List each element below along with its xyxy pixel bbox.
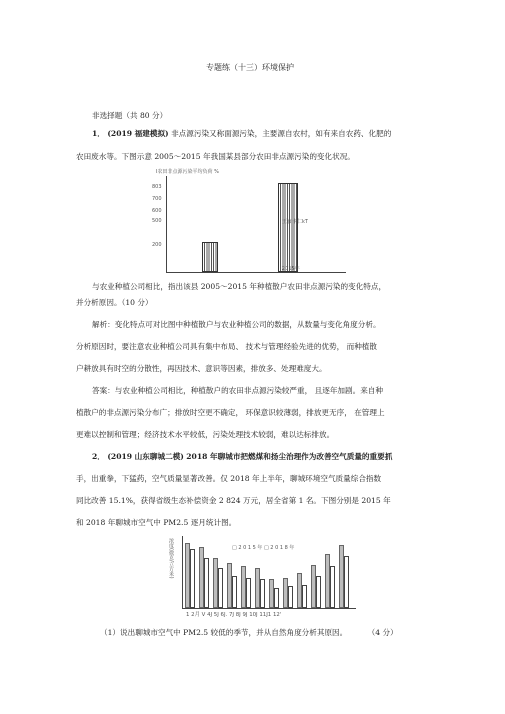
- q2-stem-line2: 手，出重拳，下猛药，空气质量显著改善。仅 2018 年上半年，聊城环境空气质量综合指数: [76, 474, 382, 483]
- q2-figure: [168, 534, 358, 618]
- q2-bar-2018-7: [274, 588, 279, 608]
- q1-source: (2019 福建模拟): [107, 129, 169, 138]
- q1-plot-area: [166, 176, 346, 272]
- section-heading: 非选择题（共 80 分）: [92, 111, 168, 120]
- q1-ytick-0: 803: [152, 184, 162, 190]
- q2-bar-2018-9: [302, 585, 307, 608]
- q1-analysis-line2: 分析原因时，要注意农业种植公司具有集中布局、 技术与管理经验先进的优势， 而种植散: [76, 342, 377, 351]
- q1-prompt-line1: 与农业种植公司相比，指出该县 2005～2015 年种植散户农田非点源污染的变化特点，: [92, 282, 387, 291]
- q1-answer-line1: 答案：与农业种植公司相比，种植散户的农田非点源污染较严重， 且逐年加剧。来自种: [92, 386, 383, 395]
- q2-x-axis: [182, 608, 356, 609]
- q2-legend: □ 2 0 1 5 年 □ 2 0 1 8 年: [232, 545, 295, 551]
- q1-x-axis: [166, 272, 346, 273]
- q1-figure: [148, 168, 348, 274]
- q1-answer-line3: 更难以控制和管理；经济技术水平较低，污染处理技术较弱，难以达标排放。: [76, 430, 335, 439]
- q1-figure-legend-title: I农田非点源污染平均负荷 %: [156, 169, 219, 175]
- q1-ytick-4: 200: [152, 242, 162, 248]
- q2-source: (2019 山东聊城二模): [107, 452, 184, 461]
- q2-sub1-text: （1）说出聊城市空气中 PM2.5 较低的季节，并从自然角度分析其原因。: [100, 628, 348, 637]
- q2-bar-2018-3: [218, 568, 223, 608]
- q2-bar-2018-10: [316, 576, 321, 608]
- q2-y-label: 浓度(微克/立方米): [168, 538, 174, 579]
- q2-bar-2018-4: [232, 576, 237, 608]
- q1-stem-line2: 农田废水等。下图示意 2005～2015 年我国某县部分农田非点源污染的变化状况。: [76, 152, 355, 161]
- q1-analysis-line1: 解析：变化特点可对比图中种植散户与农业种植公司的数据，从数量与变化角度分析。: [92, 320, 381, 329]
- page-title: 专题练（十三）环境保护: [206, 63, 294, 72]
- q1-ytick-2: 600: [152, 208, 162, 214]
- q2-sub1-line: [100, 628, 398, 638]
- q1-ytick-3: 500: [152, 218, 162, 224]
- q2-bar-2018-12: [344, 556, 349, 608]
- q2-bar-2018-5: [246, 578, 251, 608]
- q1-side-label: 王食卡仁kT: [282, 219, 308, 225]
- q2-bar-2018-6: [260, 579, 265, 608]
- q1-bar-a: [202, 242, 218, 272]
- q1-bar-b: [278, 183, 298, 272]
- q1-prompt-line2: 并分析原因。（10 分）: [76, 298, 153, 307]
- q1-analysis-line3: 户耕放具有时空的分散性，再因技术、意识等因素，排放多、处理难度大。: [76, 364, 327, 373]
- q2-bar-2018-11: [330, 566, 335, 608]
- q2-bar-2018-8: [288, 586, 293, 608]
- q1-stem-line1: [92, 129, 391, 139]
- q1-answer-line2: 植散户的非点源污染分布广；排放时空更不确定， 环保意识较薄弱，排放更无序， 在管理上: [76, 408, 385, 417]
- q1-x-label: 2015年: [282, 266, 300, 272]
- q2-stem-text: 2018 年聊城市把燃煤和扬尘治理作为改善空气质量的重要抓: [186, 452, 393, 461]
- q1-ytick-1: 700: [152, 196, 162, 202]
- q2-stem-line3: 同比改善 15.1%，获得省级生态补偿资金 2 824 万元，居全省第 1 名。下图分别是 2015 年: [76, 496, 391, 505]
- q2-stem-line4: 和 2018 年聊城市空气中 PM2.5 逐月统计图。: [76, 518, 237, 527]
- q2-x-label: 1 2月 V 4J 5J 6J. 7J 8J 9J 10J 11J1 12': [186, 612, 282, 618]
- q1-number: 1．: [92, 129, 105, 138]
- q2-number: 2．: [92, 452, 105, 461]
- q2-stem-line1: [92, 452, 392, 462]
- q2-bar-2018-2: [204, 558, 209, 608]
- q2-bar-2018-1: [190, 549, 195, 608]
- q1-stem-text: 非点源污染又称面源污染，主要源自农村，如有来自农药、化肥的: [171, 129, 392, 138]
- q2-sub1-score: （4 分）: [367, 628, 398, 637]
- q2-plot-area: [182, 536, 356, 608]
